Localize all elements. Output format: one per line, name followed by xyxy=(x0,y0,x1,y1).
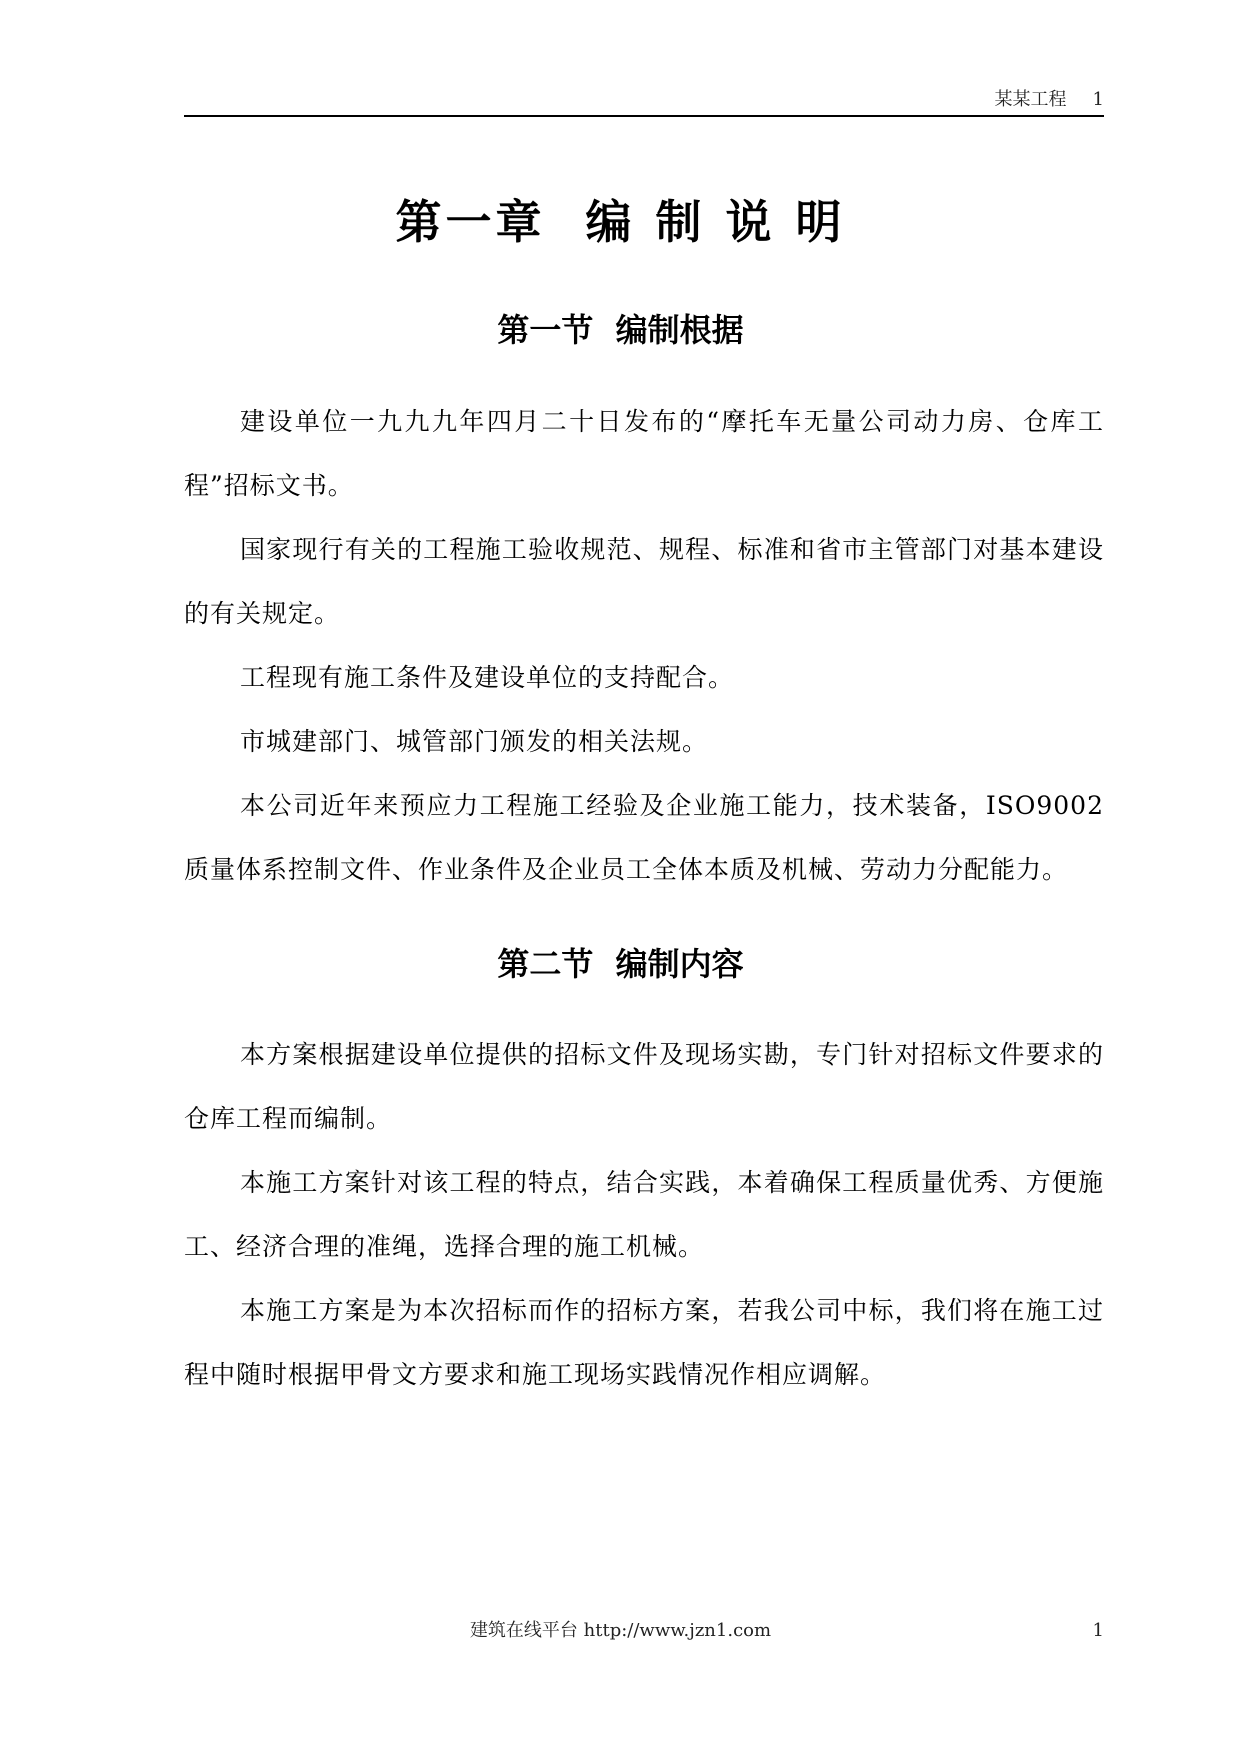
paragraph: 国家现行有关的工程施工验收规范、规程、标准和省市主管部门对基本建设的有关规定。 xyxy=(184,535,1104,628)
footer-site: 建筑在线平台 http://www.jzn1.com xyxy=(469,1620,772,1641)
chapter-title: 第一章 编 制 说 明 xyxy=(395,195,846,249)
header-rule xyxy=(184,115,1104,117)
footer-page-number: 1 xyxy=(1092,1620,1104,1641)
paragraph: 本施工方案是为本次招标而作的招标方案，若我公司中标，我们将在施工过程中随时根据甲骨文方要求和施工现场实践情况作相应调解。 xyxy=(184,1296,1104,1389)
paragraph: 本方案根据建设单位提供的招标文件及现场实勘，专门针对招标文件要求的仓库工程而编制。 xyxy=(184,1040,1104,1133)
section-title-content: 第二节 编制内容 xyxy=(497,945,744,983)
paragraph: 市城建部门、城管部门颁发的相关法规。 xyxy=(240,727,709,756)
section-title-basis: 第一节 编制根据 xyxy=(497,311,744,349)
header-page-number: 1 xyxy=(1092,89,1104,110)
paragraph: 本公司近年来预应力工程施工经验及企业施工能力，技术装备，ISO9002质量体系控制文件、作业条件及企业员工全体本质及机械、劳动力分配能力。 xyxy=(184,791,1104,884)
paragraph: 工程现有施工条件及建设单位的支持配合。 xyxy=(240,663,735,692)
running-header xyxy=(995,89,1104,111)
header-title: 某某工程 xyxy=(994,89,1067,110)
paragraph: 建设单位一九九九年四月二十日发布的“摩托车无量公司动力房、仓库工程”招标文书。 xyxy=(184,407,1104,500)
paragraph: 本施工方案针对该工程的特点，结合实践，本着确保工程质量优秀、方便施工、经济合理的准绳，选择合理的施工机械。 xyxy=(184,1168,1104,1261)
